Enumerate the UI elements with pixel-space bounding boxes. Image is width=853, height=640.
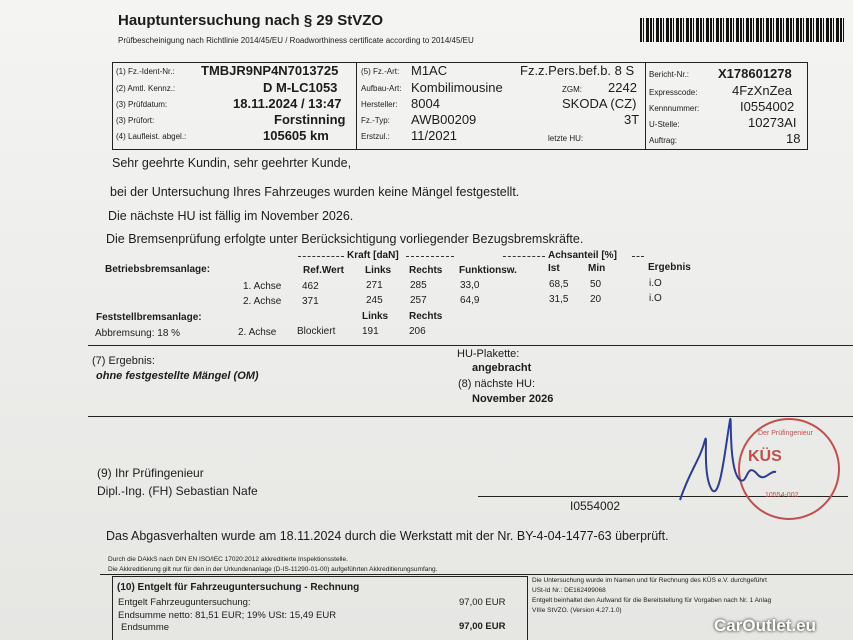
row1-min: 50 bbox=[590, 279, 602, 290]
field-value-ustelle: 10273AI bbox=[748, 115, 797, 130]
field-label-fztyp: Fz.-Typ: bbox=[361, 116, 390, 125]
invoice-r3-value: 97,00 EUR bbox=[459, 621, 506, 632]
field-label-zgm: ZGM: bbox=[562, 85, 582, 94]
row2-min: 20 bbox=[590, 294, 602, 305]
barcode bbox=[640, 18, 845, 42]
field-label-erstzul: Erstzul.: bbox=[361, 132, 390, 141]
accreditation-line-2: Die Akkreditierung gilt nur für den in der Urkundenanlage (D-IS-11290-01-00) aufgeführten Akkreditierungsumfang. bbox=[108, 566, 438, 573]
row2-achse: 2. Achse bbox=[243, 296, 282, 307]
row1-erg: i.O bbox=[649, 278, 662, 289]
field-value-laufleistung: 105605 km bbox=[263, 128, 329, 143]
letter-line-3: Die Bremsenprüfung erfolgte unter Berücksichtigung vorliegender Bezugsbremskräfte. bbox=[106, 232, 584, 246]
stamp-top-text: Der Prüfingenieur bbox=[758, 430, 813, 437]
field-value-ident: TMBJR9NP4N7013725 bbox=[201, 63, 339, 78]
invoice-title: (10) Entgelt für Fahrzeuguntersuchung - Rechnung bbox=[117, 582, 360, 593]
inspector-id: I0554002 bbox=[570, 499, 621, 513]
achsanteil-header: Achsanteil [%] bbox=[548, 250, 617, 261]
row1-funk: 33,0 bbox=[460, 280, 480, 291]
kraft-header: Kraft [daN] bbox=[347, 250, 399, 261]
next-hu-value: November 2026 bbox=[472, 393, 554, 405]
field-value-fztyp: AWB00209 bbox=[411, 112, 477, 127]
next-hu-label: (8) nächste HU: bbox=[458, 378, 536, 390]
letter-line-2: Die nächste HU ist fällig im November 2026. bbox=[108, 209, 354, 223]
row2-funk: 64,9 bbox=[460, 295, 480, 306]
field-value-erstzul: 11/2021 bbox=[411, 128, 458, 143]
field-value-zgm: 2242 bbox=[608, 80, 637, 95]
row1-rechts: 285 bbox=[410, 280, 427, 291]
col-rechts: Rechts bbox=[409, 265, 443, 276]
invoice-r2-label: Endsumme netto: 81,51 EUR; 19% USt: 15,49 EUR bbox=[118, 610, 337, 621]
inspector-label: (9) Ihr Prüfingenieur bbox=[97, 466, 204, 480]
row1-ref: 462 bbox=[302, 281, 319, 292]
row1-achse: 1. Achse bbox=[243, 281, 282, 292]
fest-achse: 2. Achse bbox=[238, 327, 277, 338]
field-label-kennnummer: Kennnummer: bbox=[649, 104, 700, 113]
field-label-ident: (1) Fz.-Ident-Nr.: bbox=[116, 67, 175, 76]
abgas-statement: Das Abgasverhalten wurde am 18.11.2024 durch die Werkstatt mit der Nr. BY-4-04-1477-63 überprüft. bbox=[106, 529, 669, 543]
invoice-r1-value: 97,00 EUR bbox=[459, 597, 506, 608]
field-value-fzart: M1AC bbox=[411, 63, 448, 78]
row2-ref: 371 bbox=[302, 296, 319, 307]
col-funktionsw: Funktionsw. bbox=[459, 265, 517, 276]
col-links: Links bbox=[365, 265, 392, 276]
invoice-r1-label: Entgelt Fahrzeuguntersuchung: bbox=[118, 597, 251, 608]
field-label-laufleistung: (4) Laufleist. abgel.: bbox=[116, 132, 187, 141]
field-value-3t: 3T bbox=[624, 112, 640, 127]
field-label-expresscode: Expresscode: bbox=[649, 88, 698, 97]
col-min: Min bbox=[588, 263, 606, 274]
field-value-kennz: D M-LC1053 bbox=[263, 80, 338, 95]
field-value-pruefdatum: 18.11.2024 / 13:47 bbox=[233, 96, 342, 111]
field-label-aufbau: Aufbau-Art: bbox=[361, 84, 402, 93]
col-ist: Ist bbox=[548, 263, 560, 274]
invoice-r3-label: Endsumme bbox=[121, 622, 170, 633]
field-value-hersteller: 8004 bbox=[411, 96, 440, 111]
row2-erg: i.O bbox=[649, 293, 662, 304]
plakette-label: HU-Plakette: bbox=[457, 348, 520, 360]
betrieb-label: Betriebsbremsanlage: bbox=[105, 264, 211, 275]
field-label-hersteller: Hersteller: bbox=[361, 100, 398, 109]
document-title: Hauptuntersuchung nach § 29 StVZO bbox=[118, 12, 384, 29]
greeting: Sehr geehrte Kundin, sehr geehrter Kunde, bbox=[112, 156, 352, 170]
invoice-note-4: VIIIe StVZO. (Version 4.27.1.0) bbox=[532, 607, 622, 614]
col-ergebnis: Ergebnis bbox=[648, 262, 691, 273]
plakette-value: angebracht bbox=[472, 362, 532, 374]
fest-label: Feststellbremsanlage: bbox=[96, 312, 202, 323]
invoice-note-3: Entgelt beinhaltet den Aufwand für die Bereitstellung für Vorgaben nach Nr. 1 Anlag bbox=[532, 597, 772, 604]
inspector-name: Dipl.-Ing. (FH) Sebastian Nafe bbox=[97, 484, 258, 498]
stamp-bottom-text: 10554-002 bbox=[765, 492, 799, 499]
field-value-kennnummer: I0554002 bbox=[740, 99, 795, 114]
fest-col-links: Links bbox=[362, 311, 389, 322]
field-value-bericht: X178601278 bbox=[718, 66, 792, 81]
letter-line-1: bei der Untersuchung Ihres Fahrzeuges wurden keine Mängel festgestellt. bbox=[110, 185, 520, 199]
accreditation-line-1: Durch die DAkkS nach DIN EN ISO/IEC 17020:2012 akkreditierte Inspektionsstelle. bbox=[108, 556, 348, 563]
field-label-fzart: (5) Fz.-Art: bbox=[361, 67, 400, 76]
fest-col-rechts: Rechts bbox=[409, 311, 443, 322]
row2-links: 245 bbox=[366, 295, 383, 306]
field-label-pruefort: (3) Prüfort: bbox=[116, 116, 155, 125]
field-label-auftrag: Auftrag: bbox=[649, 136, 678, 145]
abbremsung: Abbremsung: 18 % bbox=[95, 328, 181, 339]
fest-rechts-value: 206 bbox=[409, 326, 426, 337]
field-label-letzte-hu: letzte HU: bbox=[548, 134, 584, 143]
col-refwert: Ref.Wert bbox=[303, 265, 344, 276]
caroutlet-watermark-logo: CarOutlet.eu bbox=[714, 616, 817, 635]
field-value-auftrag: 18 bbox=[786, 131, 801, 146]
document-subtitle: Prüfbescheinigung nach Richtlinie 2014/45/EU / Roadworthiness certificate according to 2014/45/EU bbox=[118, 36, 474, 45]
field-label-pruefdatum: (3) Prüfdatum: bbox=[116, 100, 168, 109]
result-label: (7) Ergebnis: bbox=[92, 355, 155, 367]
field-value-fzz: Fz.z.Pers.bef.b. 8 S bbox=[520, 63, 635, 78]
row2-ist: 31,5 bbox=[549, 294, 569, 305]
stamp-logo-text: KÜS bbox=[748, 448, 782, 465]
result-value: ohne festgestellte Mängel (OM) bbox=[96, 370, 259, 382]
signature bbox=[660, 400, 780, 510]
field-label-bericht: Bericht-Nr.: bbox=[649, 70, 690, 79]
row1-ist: 68,5 bbox=[549, 279, 569, 290]
fest-status: Blockiert bbox=[297, 326, 336, 337]
invoice-note-2: USt-Id Nr.: DE162499068 bbox=[532, 587, 606, 594]
field-value-expresscode: 4FzXnZea bbox=[732, 83, 792, 98]
field-value-pruefort: Forstinning bbox=[274, 112, 346, 127]
field-label-kennz: (2) Amtl. Kennz.: bbox=[116, 84, 176, 93]
row2-rechts: 257 bbox=[410, 295, 427, 306]
row1-links: 271 bbox=[366, 280, 383, 291]
field-value-maker: SKODA (CZ) bbox=[562, 96, 637, 111]
field-label-ustelle: U-Stelle: bbox=[649, 120, 680, 129]
fest-links-value: 191 bbox=[362, 326, 379, 337]
field-value-aufbau: Kombilimousine bbox=[411, 80, 503, 95]
invoice-note-1: Die Untersuchung wurde im Namen und für Rechnung des KÜS e.V. durchgeführt bbox=[532, 577, 767, 584]
